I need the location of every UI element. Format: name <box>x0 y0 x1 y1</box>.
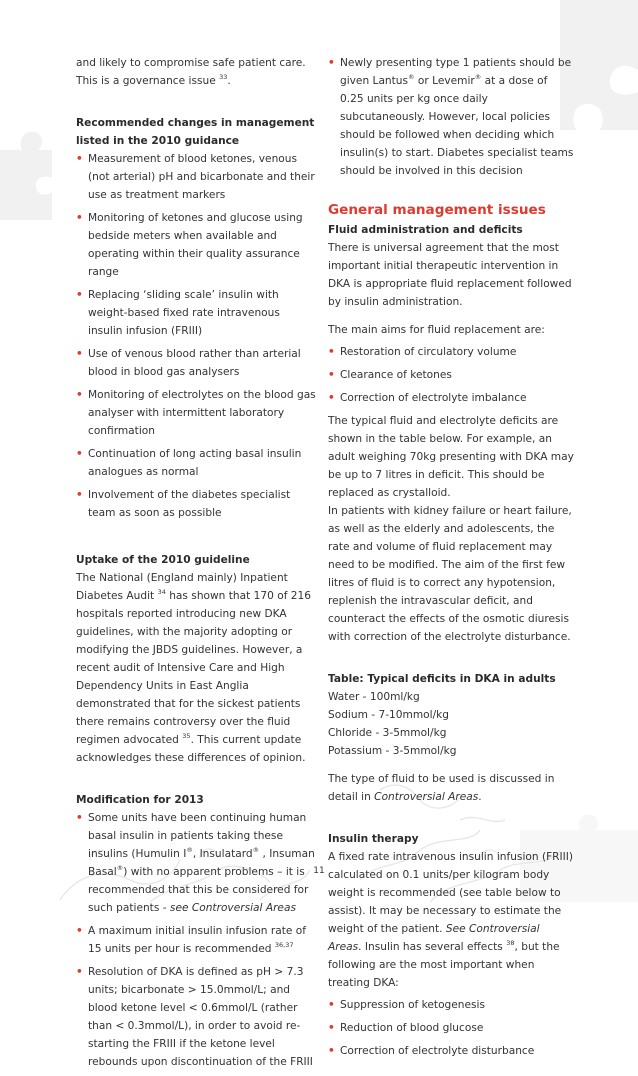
fluid-subheading: Fluid administration and deficits <box>328 224 523 236</box>
table-row: Sodium - 7-10mmol/kg <box>328 709 450 721</box>
modification-heading: Modification for 2013 <box>76 794 204 806</box>
list-item: • Monitoring of electrolytes on the blood gas analyser with intermittent laboratory confirmation <box>76 386 316 440</box>
list-item: • Clearance of ketones <box>328 366 574 384</box>
list-item: • A maximum initial insulin infusion rate of 15 units per hour is recommended $^{36,37}$ <box>76 922 316 958</box>
fluid-paragraph-3: The typical fluid and electrolyte deficits are shown in the table below. For example, an adult weighing 70kg presenting with DKA may be up to 7 litres in deficit. This should be replaced as crystalloid. <box>328 415 574 499</box>
uptake-paragraph: The National (England mainly) Inpatient Diabetes Audit $^{34}$ has shown that 170 of 216 hospitals reported introducing new DKA guidelines, with the majority adopting or modifying the JBDS guidelines. However, a recent audit of Intensive Care and High Dependency Units in East Anglia demonstrated that for the sickest patients there remains controversy over the fluid regimen advocated $^{35}$. This current update acknowledges these differences of opinion. <box>76 572 312 764</box>
intro-paragraph: and likely to compromise safe patient care. This is a governance issue $^{33}$. <box>76 57 306 87</box>
right-column <box>328 54 574 1065</box>
table-row: Potassium - 3-5mmol/kg <box>328 745 457 757</box>
page-number: 11 <box>313 866 325 876</box>
list-item: • Newly presenting type 1 patients should be given Lantus® or Levemir® at a dose of 0.25 units per kg once daily subcutaneously. However, local policies should be followed when deciding which insulin(s) to start. Diabetes specialist teams should be involved in this decision <box>328 54 574 180</box>
list-item: • Involvement of the diabetes specialist team as soon as possible <box>76 486 316 522</box>
deficits-table <box>328 688 574 760</box>
lead-list <box>328 54 574 180</box>
uptake-heading: Uptake of the 2010 guideline <box>76 554 250 566</box>
deficits-table-heading: Table: Typical deficits in DKA in adults <box>328 673 556 685</box>
list-item: • Measurement of blood ketones, venous (not arterial) pH and bicarbonate and their use as treatment markers <box>76 150 316 204</box>
list-item: • Some units have been continuing human basal insulin in patients taking these insulins (Humulin I®, Insulatard® , Insuman Basal®) with no apparent problems – it is recommended that this be considered for such patients - see Controversial Areas <box>76 809 316 917</box>
insulin-therapy-heading: Insulin therapy <box>328 833 419 845</box>
insulin-paragraph: A fixed rate intravenous insulin infusion (FRIII) calculated on 0.1 units/per kilogram body weight is recommended (see table below to assist). It may be necessary to estimate the weight of the patient. See Controversial Areas. Insulin has several effects $^{38}$, but the following are the most important when treating DKA: <box>328 851 574 989</box>
fluid-paragraph-1: There is universal agreement that the most important initial therapeutic intervention in DKA is appropriate fluid replacement followed by insulin administration. <box>328 242 572 308</box>
left-column <box>76 54 316 1076</box>
fluid-aims-list <box>328 343 574 407</box>
list-item: • Monitoring of ketones and glucose using bedside meters when available and operating within their quality assurance range <box>76 209 316 281</box>
fluid-type-paragraph: The type of fluid to be used is discussed in detail in Controversial Areas. <box>328 773 555 803</box>
list-item: • Suppression of ketogenesis <box>328 996 574 1014</box>
list-item: • Reduction of blood glucose <box>328 1019 574 1037</box>
recommended-changes-heading: Recommended changes in management listed in the 2010 guidance <box>76 117 315 147</box>
list-item: • Replacing ‘sliding scale’ insulin with weight-based fixed rate intravenous insulin infusion (FRIII) <box>76 286 316 340</box>
fluid-paragraph-4: In patients with kidney failure or heart failure, as well as the elderly and adolescents, the rate and volume of fluid replacement may need to be modified. The aim of the first few litres of fluid is to correct any hypotension, replenish the intravascular deficit, and counteract the effects of the osmotic diuresis with correction of the electrolyte disturbance. <box>328 505 572 643</box>
list-item: • Continuation of long acting basal insulin analogues as normal <box>76 445 316 481</box>
list-item: • Use of venous blood rather than arterial blood in blood gas analysers <box>76 345 316 381</box>
insulin-effects-list <box>328 996 574 1060</box>
table-row: Chloride - 3-5mmol/kg <box>328 727 447 739</box>
fluid-paragraph-2: The main aims for fluid replacement are: <box>328 324 545 336</box>
list-item: • Resolution of DKA is defined as pH > 7.3 units; bicarbonate > 15.0mmol/L; and blood ketone level < 0.6mmol/L (rather than < 0.3mmol/L), in order to avoid re-starting the FRIII if the ketone level rebounds upon discontinuation of the FRIII <box>76 963 316 1071</box>
list-item: • Restoration of circulatory volume <box>328 343 574 361</box>
list-item: • Correction of electrolyte imbalance <box>328 389 574 407</box>
modification-list <box>76 809 316 1071</box>
general-management-heading: General management issues <box>328 202 546 218</box>
list-item: • Correction of electrolyte disturbance <box>328 1042 574 1060</box>
table-row: Water - 100ml/kg <box>328 691 420 703</box>
recommended-changes-list <box>76 150 316 522</box>
